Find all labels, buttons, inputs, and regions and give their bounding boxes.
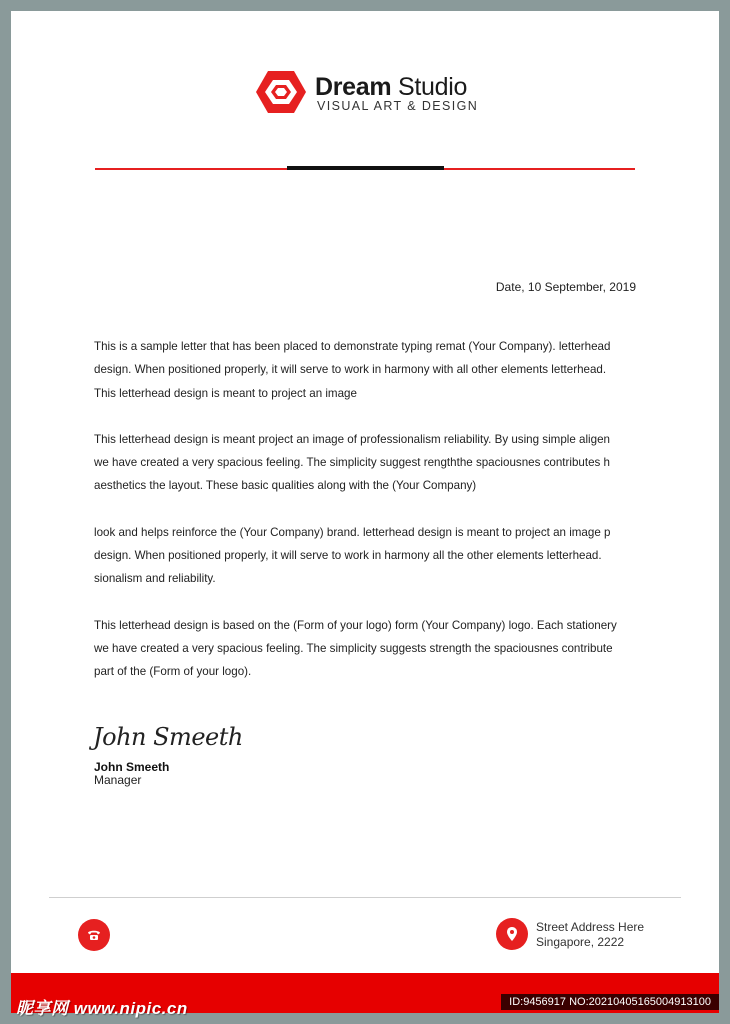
- address-line: Street Address Here: [536, 920, 645, 934]
- letterhead-page: [11, 11, 719, 973]
- phone-icon: [86, 927, 102, 943]
- text-line: look and helps reinforce the (Your Company) brand. letterhead design is meant to project an image p: [94, 525, 611, 539]
- text-line: design. When positioned properly, it will serve to work in harmony with all other elements letterhead.: [94, 363, 607, 377]
- text-line: This letterhead design is meant to project an image: [94, 386, 357, 400]
- brand-name: Dream Studio: [315, 73, 468, 101]
- header-divider-accent: [287, 166, 444, 170]
- text-line: This letterhead design is based on the (Form of your logo) form (Your Company) logo. Each stationery: [94, 618, 617, 632]
- brand-tagline: VISUAL ART & DESIGN: [317, 99, 479, 113]
- footer-divider: [49, 897, 681, 898]
- watermark-site: 昵享网 www.nipic.cn: [16, 999, 188, 1018]
- footer-address: [536, 920, 644, 950]
- address-line: Singapore, 2222: [536, 935, 625, 949]
- text-line: This is a sample letter that has been placed to demonstrate typing remat (Your Company). letterhead: [94, 340, 611, 353]
- text-line: sionalism and reliability.: [94, 572, 216, 586]
- paragraph: [94, 335, 639, 405]
- text-line: This letterhead design is meant project an image of professionalism reliability. By using simple aligen: [94, 432, 610, 446]
- letter-body: [94, 335, 639, 707]
- letter-date: Date, 10 September, 2019: [495, 280, 636, 294]
- location-pin-icon: [504, 926, 520, 942]
- text-line: design. When positioned properly, it will serve to work in harmony all the other elements letterhead.: [94, 549, 602, 563]
- phone-icon-badge: [78, 919, 110, 951]
- location-icon-badge: [496, 918, 528, 950]
- signer-title: Manager: [94, 773, 142, 787]
- watermark-id: ID:9456917 NO:20210405165004913100: [501, 994, 719, 1010]
- hexagon-logo-icon: [255, 69, 307, 115]
- text-line: part of the (Form of your logo).: [94, 665, 252, 679]
- text-line: we have created a very spacious feeling. The simplicity suggest rengththe spaciousnes contributes h: [94, 456, 610, 470]
- paragraph: [94, 521, 639, 591]
- paragraph: [94, 428, 639, 498]
- text-line: aesthetics the layout. These basic qualities along with the (Your Company): [94, 479, 477, 493]
- paragraph: [94, 614, 639, 684]
- handwritten-signature: John Smeeth: [93, 723, 243, 751]
- text-line: we have created a very spacious feeling. The simplicity suggests strength the spaciousnes contribute: [94, 641, 613, 655]
- signer-name: John Smeeth: [94, 760, 170, 774]
- brand-logo: [255, 69, 495, 129]
